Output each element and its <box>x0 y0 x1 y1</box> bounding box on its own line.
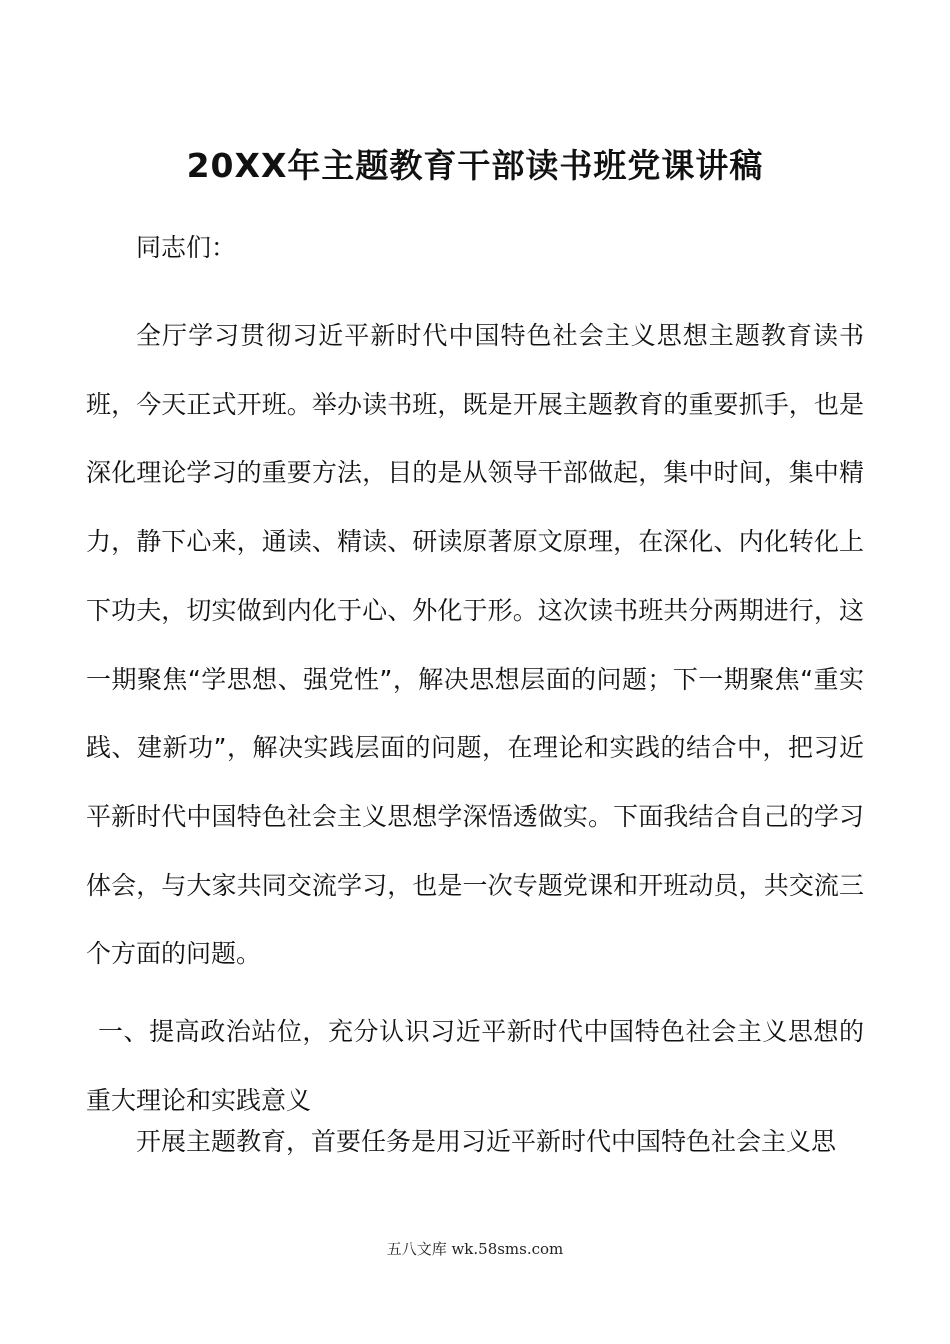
section-heading-1: 一、提高政治站位，充分认识习近平新时代中国特色社会主义思想的重大理论和实践意义 <box>86 1017 864 1115</box>
greeting: 同志们： <box>136 233 237 262</box>
footer-watermark: 五八文库 wk.58sms.com <box>386 1240 564 1258</box>
body-paragraph-1: 全厅学习贯彻习近平新时代中国特色社会主义思想主题教育读书班，今天正式开班。举办读书班，既是开展主题教育的重要抓手，也是深化理论学习的重要方法，目的是从领导干部做起，集中时间，集中精力，静下心来，通读、精读、研读原著原文原理，在深化、内化转化上下功夫，切实做到内化于心、外化于形。这次读书班共分两期进行，这一期聚焦“学思想、强党性”，解决思想层面的问题；下一期聚焦“重实践、建新功”，解决实践层面的问题，在理论和实践的结合中，把习近平新时代中国特色社会主义思想学深悟透做实。下面我结合自己的学习体会，与大家共同交流学习，也是一次专题党课和开班动员，共交流三个方面的问题。 <box>86 321 864 969</box>
document-title: 20XX年主题教育干部读书班党课讲稿 <box>186 146 764 185</box>
body-paragraph-2: 开展主题教育，首要任务是用习近平新时代中国特色社会主义思 <box>136 1127 837 1156</box>
